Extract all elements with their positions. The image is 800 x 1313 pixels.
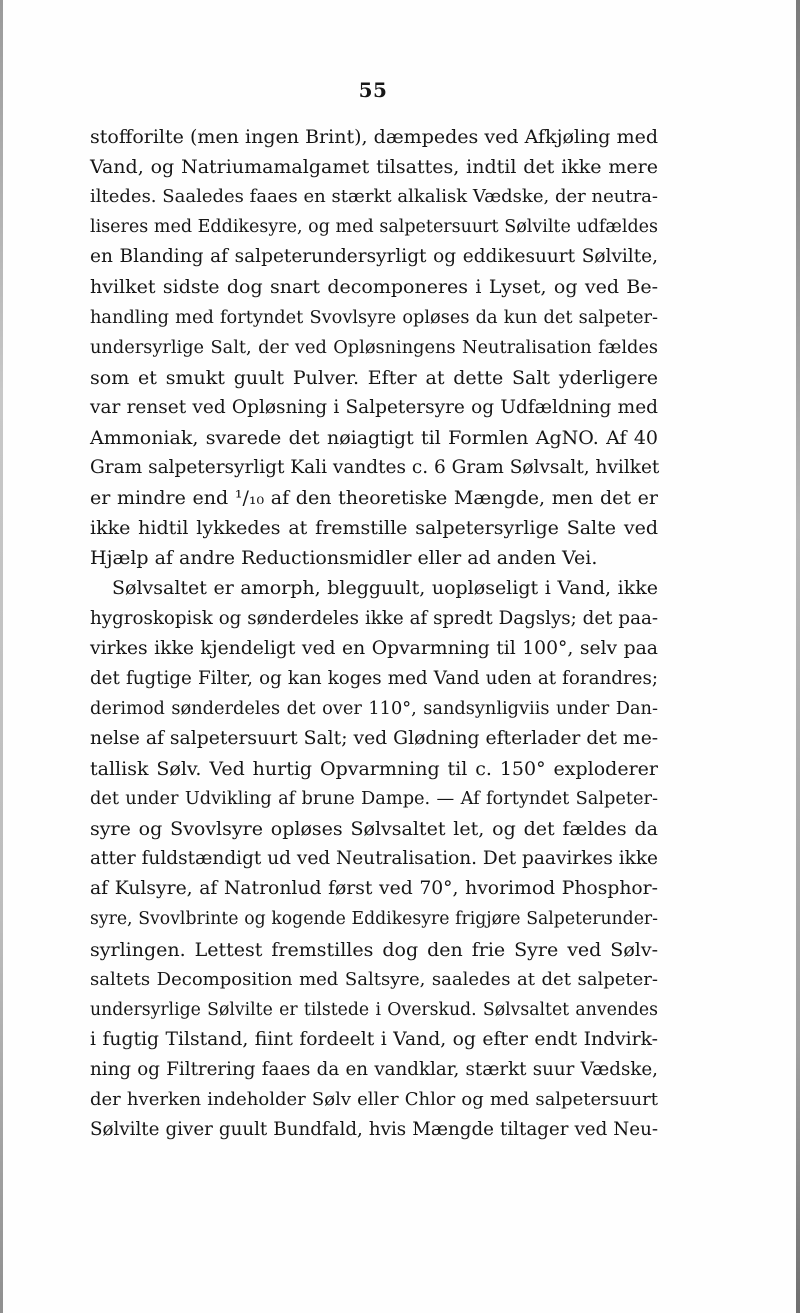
text-line: derimod sønderdeles det over 110°, sandsynligviis under Dan- bbox=[90, 698, 658, 719]
text-line: nelse af salpetersuurt Salt; ved Glødning efterlader det me- bbox=[90, 727, 659, 749]
text-line: der hverken indeholder Sølv eller Chlor og med salpetersuurt bbox=[90, 1089, 658, 1110]
body-text bbox=[90, 122, 658, 1145]
text-line: undersyrlige Sølvilte er tilstede i Overskud. Sølvsaltet anvendes bbox=[90, 999, 658, 1020]
page-right-edge bbox=[796, 0, 800, 1313]
text-line: stofforilte (men ingen Brint), dæmpedes ved Afkjøling med bbox=[90, 126, 658, 148]
text-line: i fugtig Tilstand, fiint fordeelt i Vand, og efter endt Indvirk- bbox=[90, 1028, 658, 1050]
text-line: liseres med Eddikesyre, og med salpetersuurt Sølvilte udfældes bbox=[90, 217, 658, 238]
text-line: undersyrlige Salt, der ved Opløsningens Neutralisation fældes bbox=[90, 337, 658, 358]
text-line: syrlingen. Lettest fremstilles dog den frie Syre ved Sølv- bbox=[90, 938, 658, 961]
text-line: Gram salpetersyrligt Kali vandtes c. 6 Gram Sølvsalt, hvilket bbox=[90, 457, 660, 479]
text-line: hvilket sidste dog snart decomponeres i Lyset, og ved Be- bbox=[90, 276, 658, 299]
text-line: hygroskopisk og sønderdeles ikke af spredt Dagslys; det paa- bbox=[90, 607, 658, 629]
text-line: Vand, og Natriumamalgamet tilsattes, indtil det ikke mere bbox=[90, 156, 658, 179]
text-line: var renset ved Opløsning i Salpetersyre og Udfældning med bbox=[90, 396, 658, 418]
text-line: iltedes. Saaledes faaes en stærkt alkalisk Vædske, der neutra- bbox=[90, 186, 658, 208]
page-left-edge bbox=[0, 0, 3, 1313]
text-line: af Kulsyre, af Natronlud først ved 70°, hvorimod Phosphor- bbox=[90, 878, 658, 900]
text-line: virkes ikke kjendeligt ved en Opvarmning til 100°, selv paa bbox=[90, 637, 658, 659]
text-line: tallisk Sølv. Ved hurtig Opvarmning til c. 150° exploderer bbox=[90, 757, 658, 780]
text-line: det fugtige Filter, og kan koges med Vand uden at forandres; bbox=[90, 667, 658, 689]
text-line: en Blanding af salpeterundersyrligt og eddikesuurt Sølvilte, bbox=[90, 246, 658, 268]
text-line: Sølvsaltet er amorph, blegguult, uopløseligt i Vand, ikke bbox=[112, 577, 658, 600]
text-line: saltets Decomposition med Saltsyre, saaledes at det salpeter- bbox=[90, 968, 658, 990]
text-line: Hjælp af andre Reductionsmidler eller ad anden Vei. bbox=[90, 547, 598, 570]
text-line: ning og Filtrering faaes da en vandklar, stærkt suur Vædske, bbox=[90, 1058, 658, 1080]
text-line: handling med fortyndet Svovlsyre opløses da kun det salpeter- bbox=[90, 307, 658, 328]
text-line: Sølvilte giver guult Bundfald, hvis Mængde tiltager ved Neu- bbox=[90, 1119, 658, 1141]
text-line: Ammoniak, svarede det nøiagtigt til Formlen AgNO. Af 40 bbox=[90, 426, 658, 449]
text-line: atter fuldstændigt ud ved Neutralisation. Det paavirkes ikke bbox=[90, 848, 658, 870]
text-line: syre, Svovlbrinte og kogende Eddikesyre frigjøre Salpeterunder- bbox=[90, 909, 658, 930]
text-line: det under Udvikling af brune Dampe. — Af fortyndet Salpeter- bbox=[90, 789, 658, 810]
text-line: som et smukt guult Pulver. Efter at dette Salt yderligere bbox=[90, 366, 658, 389]
text-line: er mindre end ¹/₁₀ af den theoretiske Mængde, men det er bbox=[90, 487, 658, 510]
text-line: syre og Svovlsyre opløses Sølvsaltet let, og det fældes da bbox=[90, 818, 658, 841]
text-line: ikke hidtil lykkedes at fremstille salpetersyrlige Salte ved bbox=[90, 517, 658, 540]
page-number: 55 bbox=[358, 78, 388, 102]
